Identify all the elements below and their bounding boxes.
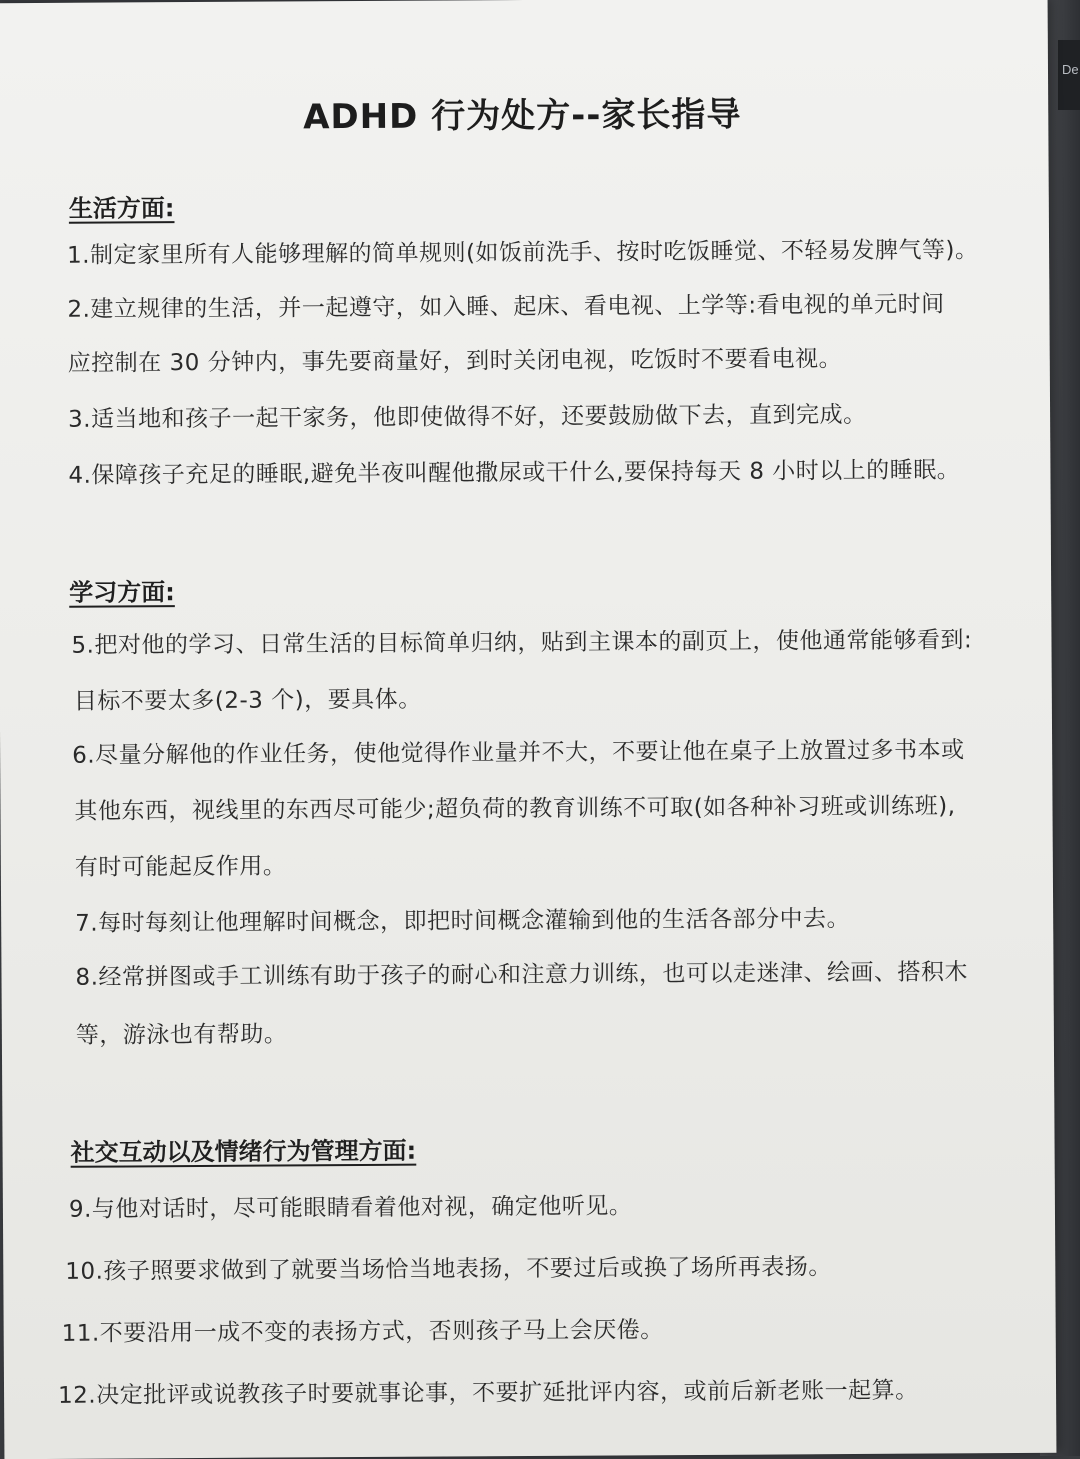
item-line: 8.经常拼图或手工训练有助于孩子的耐心和注意力训练，也可以走迷津、绘画、搭积木 <box>75 959 969 991</box>
item-line: 11.不要沿用一成不变的表扬方式，否则孩子马上会厌倦。 <box>61 1317 664 1347</box>
item-line: 4.保障孩子充足的睡眠,避免半夜叫醒他撒尿或干什么,要保持每天 8 小时以上的睡眠。 <box>68 457 961 489</box>
item-line: 应控制在 30 分钟内，事先要商量好，到时关闭电视，吃饭时不要看电视。 <box>67 346 843 377</box>
item-line: 5.把对他的学习、日常生活的目标简单归纳，贴到主课本的副页上，使他通常能够看到: <box>71 627 973 659</box>
item-line: 等，游泳也有帮助。 <box>75 1021 288 1049</box>
section-heading-study: 学习方面: <box>69 578 175 607</box>
section-heading-life: 生活方面: <box>68 194 175 223</box>
item-line: 目标不要太多(2-3 个)，要具体。 <box>73 686 422 715</box>
item-line: 其他东西，视线里的东西尽可能少;超负荷的教育训练不可取(如各种补习班或训练班), <box>74 793 956 825</box>
section-heading-social: 社交互动以及情绪行为管理方面: <box>70 1136 417 1167</box>
item-line: 9.与他对话时，尽可能眼睛看着他对视，确定他听见。 <box>68 1193 633 1223</box>
item-line: 12.决定批评或说教孩子时要就事论事，不要扩延批评内容，或前后新老账一起算。 <box>57 1377 919 1409</box>
item-line: 3.适当地和孩子一起干家务，他即使做得不好，还要鼓励做下去，直到完成。 <box>68 401 867 433</box>
item-line: 1.制定家里所有人能够理解的简单规则(如饭前洗手、按时吃饭睡觉、不轻易发脾气等)。 <box>67 237 979 269</box>
item-line: 有时可能起反作用。 <box>74 853 287 881</box>
item-line: 7.每时每刻让他理解时间概念，即把时间概念灌输到他的生活各部分中去。 <box>75 906 851 937</box>
document-title: ADHD 行为处方--家长指导 <box>303 94 742 138</box>
background-monitor-corner: De <box>1058 40 1080 110</box>
item-line: 6.尽量分解他的作业任务，使他觉得作业量并不大，不要让他在桌子上放置过多书本或 <box>72 737 965 769</box>
item-line: 2.建立规律的生活，并一起遵守，如入睡、起床、看电视、上学等:看电视的单元时间 <box>67 291 945 323</box>
item-line: 10.孩子照要求做到了就要当场恰当地表扬，不要过后或换了场所再表扬。 <box>65 1254 832 1285</box>
